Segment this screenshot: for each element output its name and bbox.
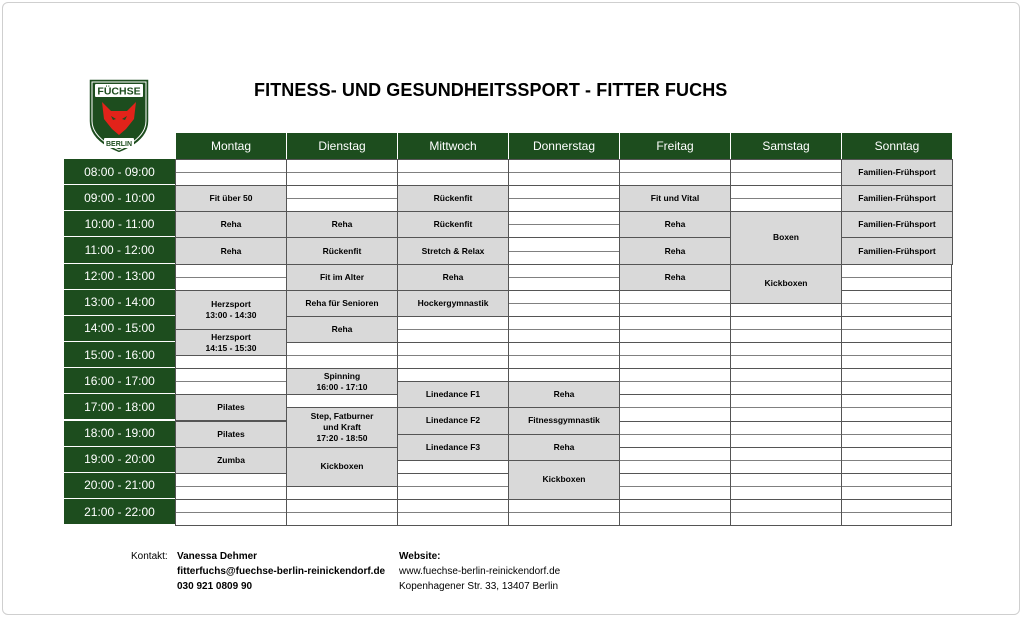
time-slot: 18:00 - 19:00 [64,421,175,447]
class-name: Rückenfit [433,219,473,230]
class-block[interactable] [619,211,731,238]
class-name: Stretch & Relax [421,245,485,256]
day-header-donnerstag: Donnerstag [508,133,619,159]
time-slot: 15:00 - 16:00 [64,342,175,368]
class-block[interactable] [175,447,287,474]
class-name: Step, Fatburner [310,411,374,422]
time-slot: 17:00 - 18:00 [64,394,175,420]
svg-text:FÜCHSE: FÜCHSE [97,85,141,98]
contact-email[interactable]: fitterfuchs@fuechse-berlin-reinickendorf.de [177,566,386,577]
class-block[interactable] [286,290,398,317]
class-block[interactable] [175,185,287,212]
grid-line [175,172,952,173]
class-name: Boxen [773,232,799,243]
class-block[interactable] [286,447,398,487]
class-block[interactable] [397,407,509,434]
class-block[interactable] [175,394,287,421]
time-slot: 21:00 - 22:00 [64,499,175,525]
class-name: Zumba [217,454,245,465]
class-name: Pilates [217,402,245,413]
time-slot: 19:00 - 20:00 [64,447,175,473]
day-header-mittwoch: Mittwoch [397,133,508,159]
class-block[interactable] [397,211,509,238]
day-header-freitag: Freitag [619,133,730,159]
class-block[interactable] [619,237,731,264]
time-slot: 10:00 - 11:00 [64,211,175,237]
time-slot: 08:00 - 09:00 [64,159,175,185]
time-slot: 11:00 - 12:00 [64,237,175,263]
class-block[interactable] [841,185,953,212]
class-name: Reha [553,441,575,452]
time-slot: 14:00 - 15:00 [64,316,175,342]
class-name: Fitnessgymnastik [528,415,600,426]
class-block[interactable] [397,381,509,408]
class-block[interactable] [619,264,731,291]
class-name: Reha [331,323,353,334]
schedule-grid [64,133,952,525]
class-block[interactable] [397,264,509,291]
class-block[interactable] [286,368,398,395]
class-block[interactable] [397,185,509,212]
class-name: Reha [220,245,242,256]
class-block[interactable] [175,421,287,448]
day-header-montag: Montag [175,133,286,159]
class-block[interactable] [730,211,842,264]
class-detail: 17:20 - 18:50 [316,433,368,444]
class-block[interactable] [286,211,398,238]
class-block[interactable] [286,316,398,343]
class-block[interactable] [175,329,287,356]
class-block[interactable] [508,381,620,408]
class-name: Reha [553,389,575,400]
grid-line [175,525,952,526]
class-block[interactable] [286,237,398,264]
class-block[interactable] [508,460,620,500]
contact-phone: 030 921 0809 90 [177,581,253,592]
class-block[interactable] [619,185,731,212]
class-block[interactable] [175,211,287,238]
class-name: Fit im Alter [319,271,365,282]
time-slot: 20:00 - 21:00 [64,473,175,499]
class-name: Pilates [217,428,245,439]
grid-line [175,355,952,356]
class-block[interactable] [841,237,953,264]
class-detail: und Kraft [323,422,361,433]
class-detail: 14:15 - 15:30 [205,342,257,353]
class-name: Linedance F3 [425,441,481,452]
class-block[interactable] [397,434,509,461]
website-label: Website: [399,551,441,562]
class-name: Herzsport [211,298,251,309]
class-block[interactable] [508,407,620,434]
class-name: Reha [331,219,353,230]
class-name: Hockergymnastik [417,297,489,308]
grid-line [175,198,952,199]
class-detail: 16:00 - 17:10 [316,381,368,392]
day-header-samstag: Samstag [730,133,841,159]
class-block[interactable] [730,264,842,304]
class-block[interactable] [286,264,398,291]
class-name: Reha [664,271,686,282]
grid-line [175,159,952,160]
class-name: Familien-Frühsport [858,219,936,230]
class-block[interactable] [397,290,509,317]
class-name: Fit und Vital [650,193,700,204]
class-name: Herzsport [211,331,251,342]
contact-name: Vanessa Dehmer [177,551,258,562]
class-name: Linedance F2 [425,415,481,426]
day-header-sonntag: Sonntag [841,133,952,159]
class-name: Spinning [323,370,361,381]
website-link[interactable]: www.fuechse-berlin-reinickendorf.de [399,566,561,577]
svg-text:BERLIN: BERLIN [105,141,133,148]
address: Kopenhagener Str. 33, 13407 Berlin [399,581,559,592]
class-name: Rückenfit [433,193,473,204]
time-slot: 09:00 - 10:00 [64,185,175,211]
class-name: Fit über 50 [209,193,253,204]
class-name: Reha für Senioren [305,297,379,308]
class-block[interactable] [508,434,620,461]
time-slot: 16:00 - 17:00 [64,368,175,394]
class-name: Rückenfit [322,245,362,256]
class-detail: 13:00 - 14:30 [205,309,257,320]
contact-label: Kontakt: [131,551,168,562]
class-name: Reha [442,271,464,282]
class-block[interactable] [286,407,398,447]
class-name: Kickboxen [320,461,364,472]
class-block[interactable] [397,237,509,264]
class-name: Familien-Frühsport [858,245,936,256]
page-title: FITNESS- UND GESUNDHEITSSPORT - FITTER FUCHS [254,80,728,100]
class-name: Familien-Frühsport [858,193,936,204]
grid-line [175,512,952,513]
grid-line [175,185,952,186]
class-block[interactable] [841,211,953,238]
class-name: Reha [664,219,686,230]
class-block[interactable] [175,237,287,264]
class-name: Reha [664,245,686,256]
class-name: Kickboxen [764,278,808,289]
class-block[interactable] [175,290,287,330]
time-slot: 12:00 - 13:00 [64,264,175,290]
class-name: Familien-Frühsport [858,167,936,178]
class-name: Linedance F1 [425,389,481,400]
time-slot: 13:00 - 14:00 [64,290,175,316]
class-name: Kickboxen [542,474,586,485]
class-name: Reha [220,219,242,230]
day-header-dienstag: Dienstag [286,133,397,159]
class-block[interactable] [841,159,953,186]
